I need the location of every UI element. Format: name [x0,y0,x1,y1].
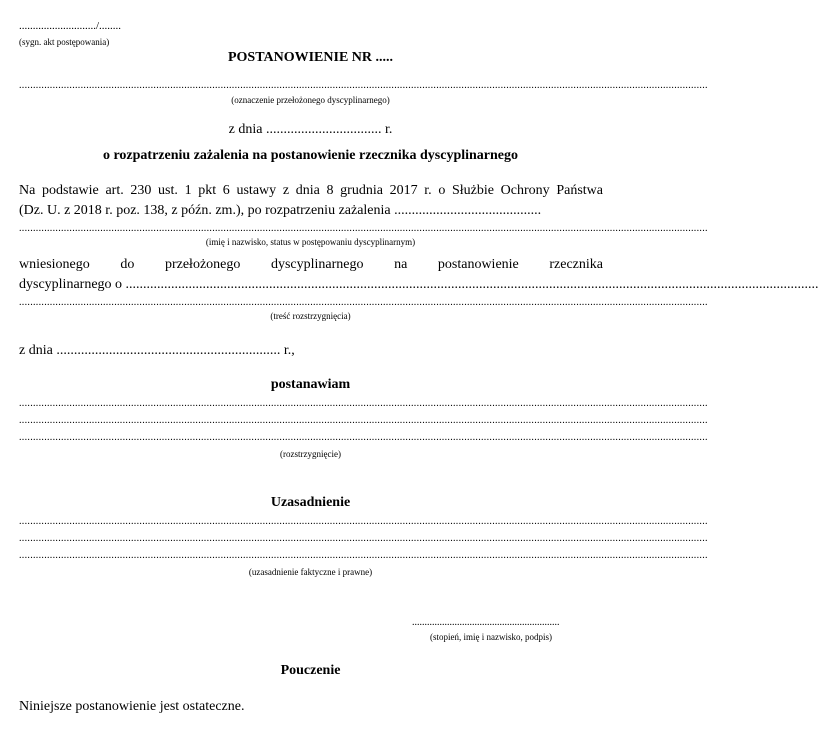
instruction-heading: Pouczenie [280,663,341,678]
signature-dots: ........................................................... [412,617,560,628]
body-date-line: z dnia ................................................................ r., [19,343,295,358]
decision-dots-3: ...................................................................................................................................................................................................................................................... [19,432,708,443]
body-dots-2: ...................................................................................................................................................................................................................................................... [19,297,708,308]
case-number-caption: (sygn. akt postępowania) [19,37,110,47]
body-caption-2: (treść rozstrzygnięcia) [270,311,351,321]
decision-dots-2: ...................................................................................................................................................................................................................................................... [19,415,708,426]
signature-caption: (stopień, imię i nazwisko, podpis) [430,632,552,642]
justification-dots-2: ...................................................................................................................................................................................................................................................... [19,533,708,544]
body-caption-1: (imię i nazwisko, status w postępowaniu dyscyplinarnym) [205,237,416,247]
superior-dots: ...................................................................................................................................................................................................................................................... [19,80,708,91]
case-number-line: ............................/........ [19,20,122,32]
document-title: POSTANOWIENIE NR ..... [227,50,394,65]
body-line-2: (Dz. U. z 2018 r. poz. 138, z późn. zm.), po rozpatrzeniu zażalenia .......................................... [19,203,542,218]
justification-dots-3: ...................................................................................................................................................................................................................................................... [19,550,708,561]
decision-caption: (rozstrzygnięcie) [280,449,341,459]
body-dots-1: ...................................................................................................................................................................................................................................................... [19,223,708,234]
instruction-text: Niniejsze postanowienie jest ostateczne. [19,699,245,714]
date-line: z dnia ................................. r. [228,122,393,137]
justification-caption: (uzasadnienie faktyczne i prawne) [248,567,373,577]
decision-dots-1: ...................................................................................................................................................................................................................................................... [19,398,708,409]
justification-heading: Uzasadnienie [270,495,351,510]
body-line-3: wniesionego do przełożonego dyscyplinarnego na postanowienie rzecznika [19,257,603,272]
document-subtitle: o rozpatrzeniu zażalenia na postanowienie rzecznika dyscyplinarnego [102,148,519,163]
body-line-4: dyscyplinarnego o ...................................................................................................................................................................................................... [19,277,819,292]
decision-heading: postanawiam [270,377,351,392]
body-line-1: Na podstawie art. 230 ust. 1 pkt 6 ustawy z dnia 8 grudnia 2017 r. o Służbie Ochrony Państwa [19,183,603,198]
justification-dots-1: ...................................................................................................................................................................................................................................................... [19,516,708,527]
superior-caption: (oznaczenie przełożonego dyscyplinarnego) [231,95,390,105]
